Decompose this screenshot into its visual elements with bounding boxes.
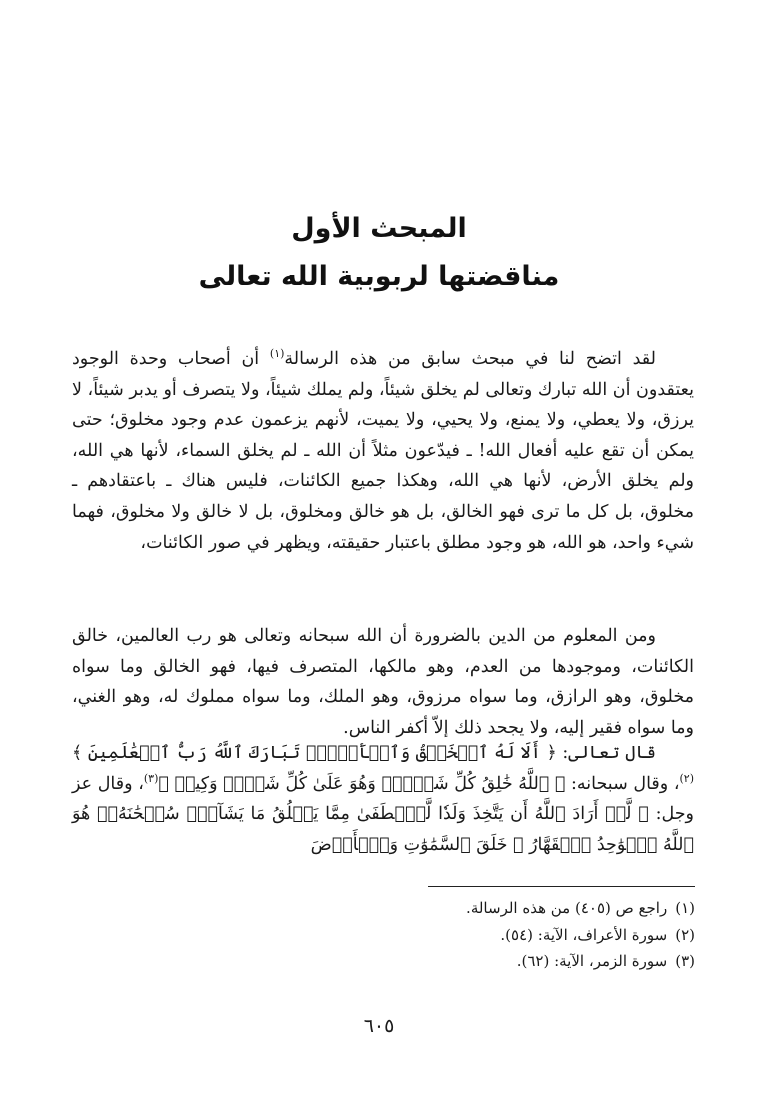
footnote-number: (١) <box>675 899 695 917</box>
footnote-number: (٢) <box>675 925 695 944</box>
paragraph-2 <box>72 621 694 743</box>
footnote-3 <box>180 948 695 975</box>
footnotes <box>180 895 695 975</box>
footnote-ref-3: (٣) <box>143 771 159 785</box>
footnote-number: (٣) <box>675 952 695 970</box>
paragraph-1 <box>72 344 694 558</box>
footnote-ref-1: (١) <box>269 347 285 361</box>
quote-araf: قال تعالى: ﴿ أَلَا لَهُ ٱلۡخَلۡقُ وَٱلۡأَمۡرُۗ تَبَارَكَ ٱللَّهُ رَبُّ ٱلۡعَٰلَمِينَ ﴾ <box>72 743 656 763</box>
footnote-text: سورة الأعراف، الآية: (٥٤). <box>500 925 668 944</box>
footnote-text: راجع ص (٤٠٥) من هذه الرسالة. <box>466 899 668 917</box>
paragraph-1-rest: أن أصحاب وحدة الوجود يعتقدون أن الله تبارك وتعالى لم يخلق شيئاً، ولم يملك شيئاً، ولا يتصرف أو يدبر شيئاً، لا يرزق، ولا يعطي، ولا يمنع، ولا يحيي، ولا يميت، لأنهم يزعمون عدم وجود مخلوق؛ حتى يمكن أن تقع عليه أفعال الله! ـ فيدّعون مثلاً أن الله ـ لم يخلق السماء، لأنها هي الله، ولم يخلق الأرض، لأنها هي الله، وهكذا جميع الكائنات، فليس هناك ـ باعتقادهم ـ مخلوق، بل كل ما ترى فهو الخالق، بل هو خالق ومخلوق، بل لا خالق ولا مخلوق، فهما شيء واحد، هو الله، هو وجود مطلق باعتبار حقيقته، ويظهر في صور الكائنات، <box>72 349 694 553</box>
footnote-2 <box>180 922 695 949</box>
paragraph-2-text: ومن المعلوم من الدين بالضرورة أن الله سبحانه وتعالى هو رب العالمين، خالق الكائنات، وموجودها من العدم، وهو مالكها، المتصرف فيها، فهو الخالق وما سواه مخلوق، وهو الرازق، وما سواه مرزوق، وهو الملك، وما سواه مملوك له، وهو الغني، وما سواه فقير إليه، ولا يجحد ذلك إلاّ أكفر الناس. <box>72 626 694 738</box>
paragraph-3-quran-quotes <box>72 738 694 860</box>
section-subheading: مناقضتها لربوبية الله تعالى <box>198 261 560 292</box>
footnote-divider <box>428 886 695 887</box>
paragraph-1-start: لقد اتضح لنا في مبحث سابق من هذه الرسالة <box>284 349 656 369</box>
footnote-1 <box>180 895 695 922</box>
quote-zumar-62: ، وقال سبحانه: ﴿ ٱللَّهُ خَٰلِقُ كُلِّ شَيۡءٖۖ وَهُوَ عَلَىٰ كُلِّ شَيۡءٖ وَكِيلٞ ﴾ <box>158 773 680 794</box>
quote-zumar-4: ، وقال عز وجل: ﴿ لَّوۡ أَرَادَ ٱللَّهُ أَن يَتَّخِذَ وَلَدٗا لَّٱصۡطَفَىٰ مِمَّا يَخۡلُقُ مَا يَشَآءُۚ سُبۡحَٰنَهُۥۖ هُوَ ٱللَّهُ ٱلۡوَٰحِدُ ٱلۡقَهَّارُ ۞ خَلَقَ ٱلسَّمَٰوَٰتِ وَٱلۡأَرۡضَ <box>72 773 694 855</box>
section-heading: المبحث الأول <box>291 213 467 244</box>
footnote-text: سورة الزمر، الآية: (٦٢). <box>516 952 668 970</box>
page-number: ٦٠٥ <box>363 1015 395 1037</box>
footnote-ref-2: (٢) <box>679 771 694 785</box>
